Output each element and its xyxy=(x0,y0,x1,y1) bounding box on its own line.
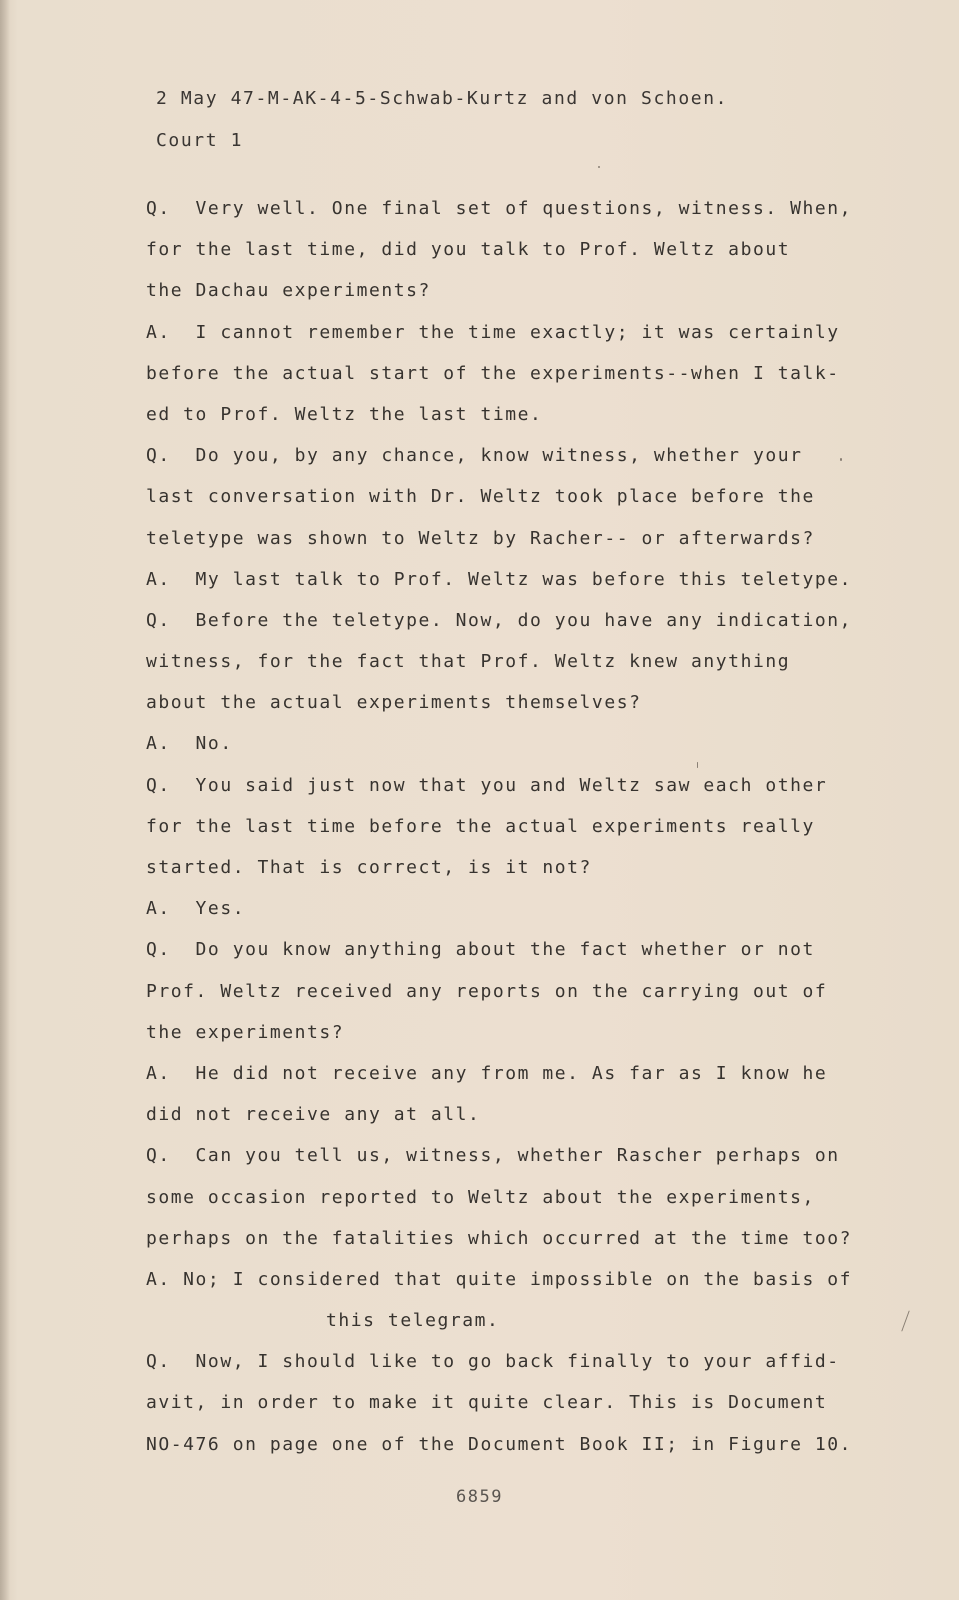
transcript-line: Q. Do you know anything about the fact whether or not xyxy=(146,939,815,961)
transcript-line: A. Yes. xyxy=(146,898,246,920)
transcript-line: Q. Can you tell us, witness, whether Rascher perhaps on xyxy=(146,1145,840,1167)
transcript-line: A. No. xyxy=(146,733,233,755)
transcript-line: perhaps on the fatalities which occurred at the time too? xyxy=(146,1227,853,1249)
transcript-line: the experiments? xyxy=(146,1021,345,1043)
transcript-line: Q. Very well. One final set of questions, witness. When, xyxy=(146,198,853,219)
page-number: 6859 xyxy=(456,1487,503,1507)
transcript-line: the Dachau experiments? xyxy=(146,280,431,302)
transcript-line: teletype was shown to Weltz by Racher-- or afterwards? xyxy=(146,527,815,549)
page-edge-shadow xyxy=(0,0,10,1600)
transcript-line: Q. Now, I should like to go back finally to your affid- xyxy=(146,1351,840,1373)
paper-speck xyxy=(840,458,842,461)
transcript-line: started. That is correct, is it not? xyxy=(146,857,592,878)
transcript-line: A. No; I considered that quite impossible on the basis of xyxy=(146,1268,853,1290)
court-label: Court 1 xyxy=(156,130,244,151)
transcript-line: Q. Before the teletype. Now, do you have any indication, xyxy=(146,609,853,631)
paper-speck xyxy=(901,1310,909,1331)
transcript-line: some occasion reported to Weltz about the experiments, xyxy=(146,1186,815,1208)
transcript-line: for the last time, did you talk to Prof. Weltz about xyxy=(146,239,791,261)
transcript-line: did not receive any at all. xyxy=(146,1104,481,1126)
transcript-line: before the actual start of the experiments--when I talk- xyxy=(146,362,840,384)
transcript-line: NO-476 on page one of the Document Book II; in Figure 10. xyxy=(146,1433,853,1455)
transcript-line: for the last time before the actual experiments really xyxy=(146,815,815,837)
paper-speck xyxy=(598,166,600,168)
document-header: 2 May 47-M-AK-4-5-Schwab-Kurtz and von Schoen. xyxy=(156,88,729,109)
transcript-line: about the actual experiments themselves? xyxy=(146,692,642,714)
transcript-line: A. I cannot remember the time exactly; it was certainly xyxy=(146,321,840,343)
transcript-line: Q. You said just now that you and Weltz saw each other xyxy=(146,774,828,796)
transcript-line: avit, in order to make it quite clear. This is Document xyxy=(146,1392,828,1414)
transcript-line: witness, for the fact that Prof. Weltz knew anything xyxy=(146,651,791,673)
transcript-line: last conversation with Dr. Weltz took place before the xyxy=(146,486,815,508)
transcript-line: Prof. Weltz received any reports on the carrying out of xyxy=(146,980,828,1002)
transcript-line: Q. Do you, by any chance, know witness, whether your xyxy=(146,445,803,467)
transcript-body xyxy=(146,188,866,1465)
transcript-line: A. My last talk to Prof. Weltz was before this teletype. xyxy=(146,568,853,590)
transcript-line: A. He did not receive any from me. As far as I know he xyxy=(146,1062,828,1084)
paper-speck xyxy=(697,762,698,768)
transcript-line: ed to Prof. Weltz the last time. xyxy=(146,403,543,425)
transcript-line: this telegram. xyxy=(326,1310,500,1332)
